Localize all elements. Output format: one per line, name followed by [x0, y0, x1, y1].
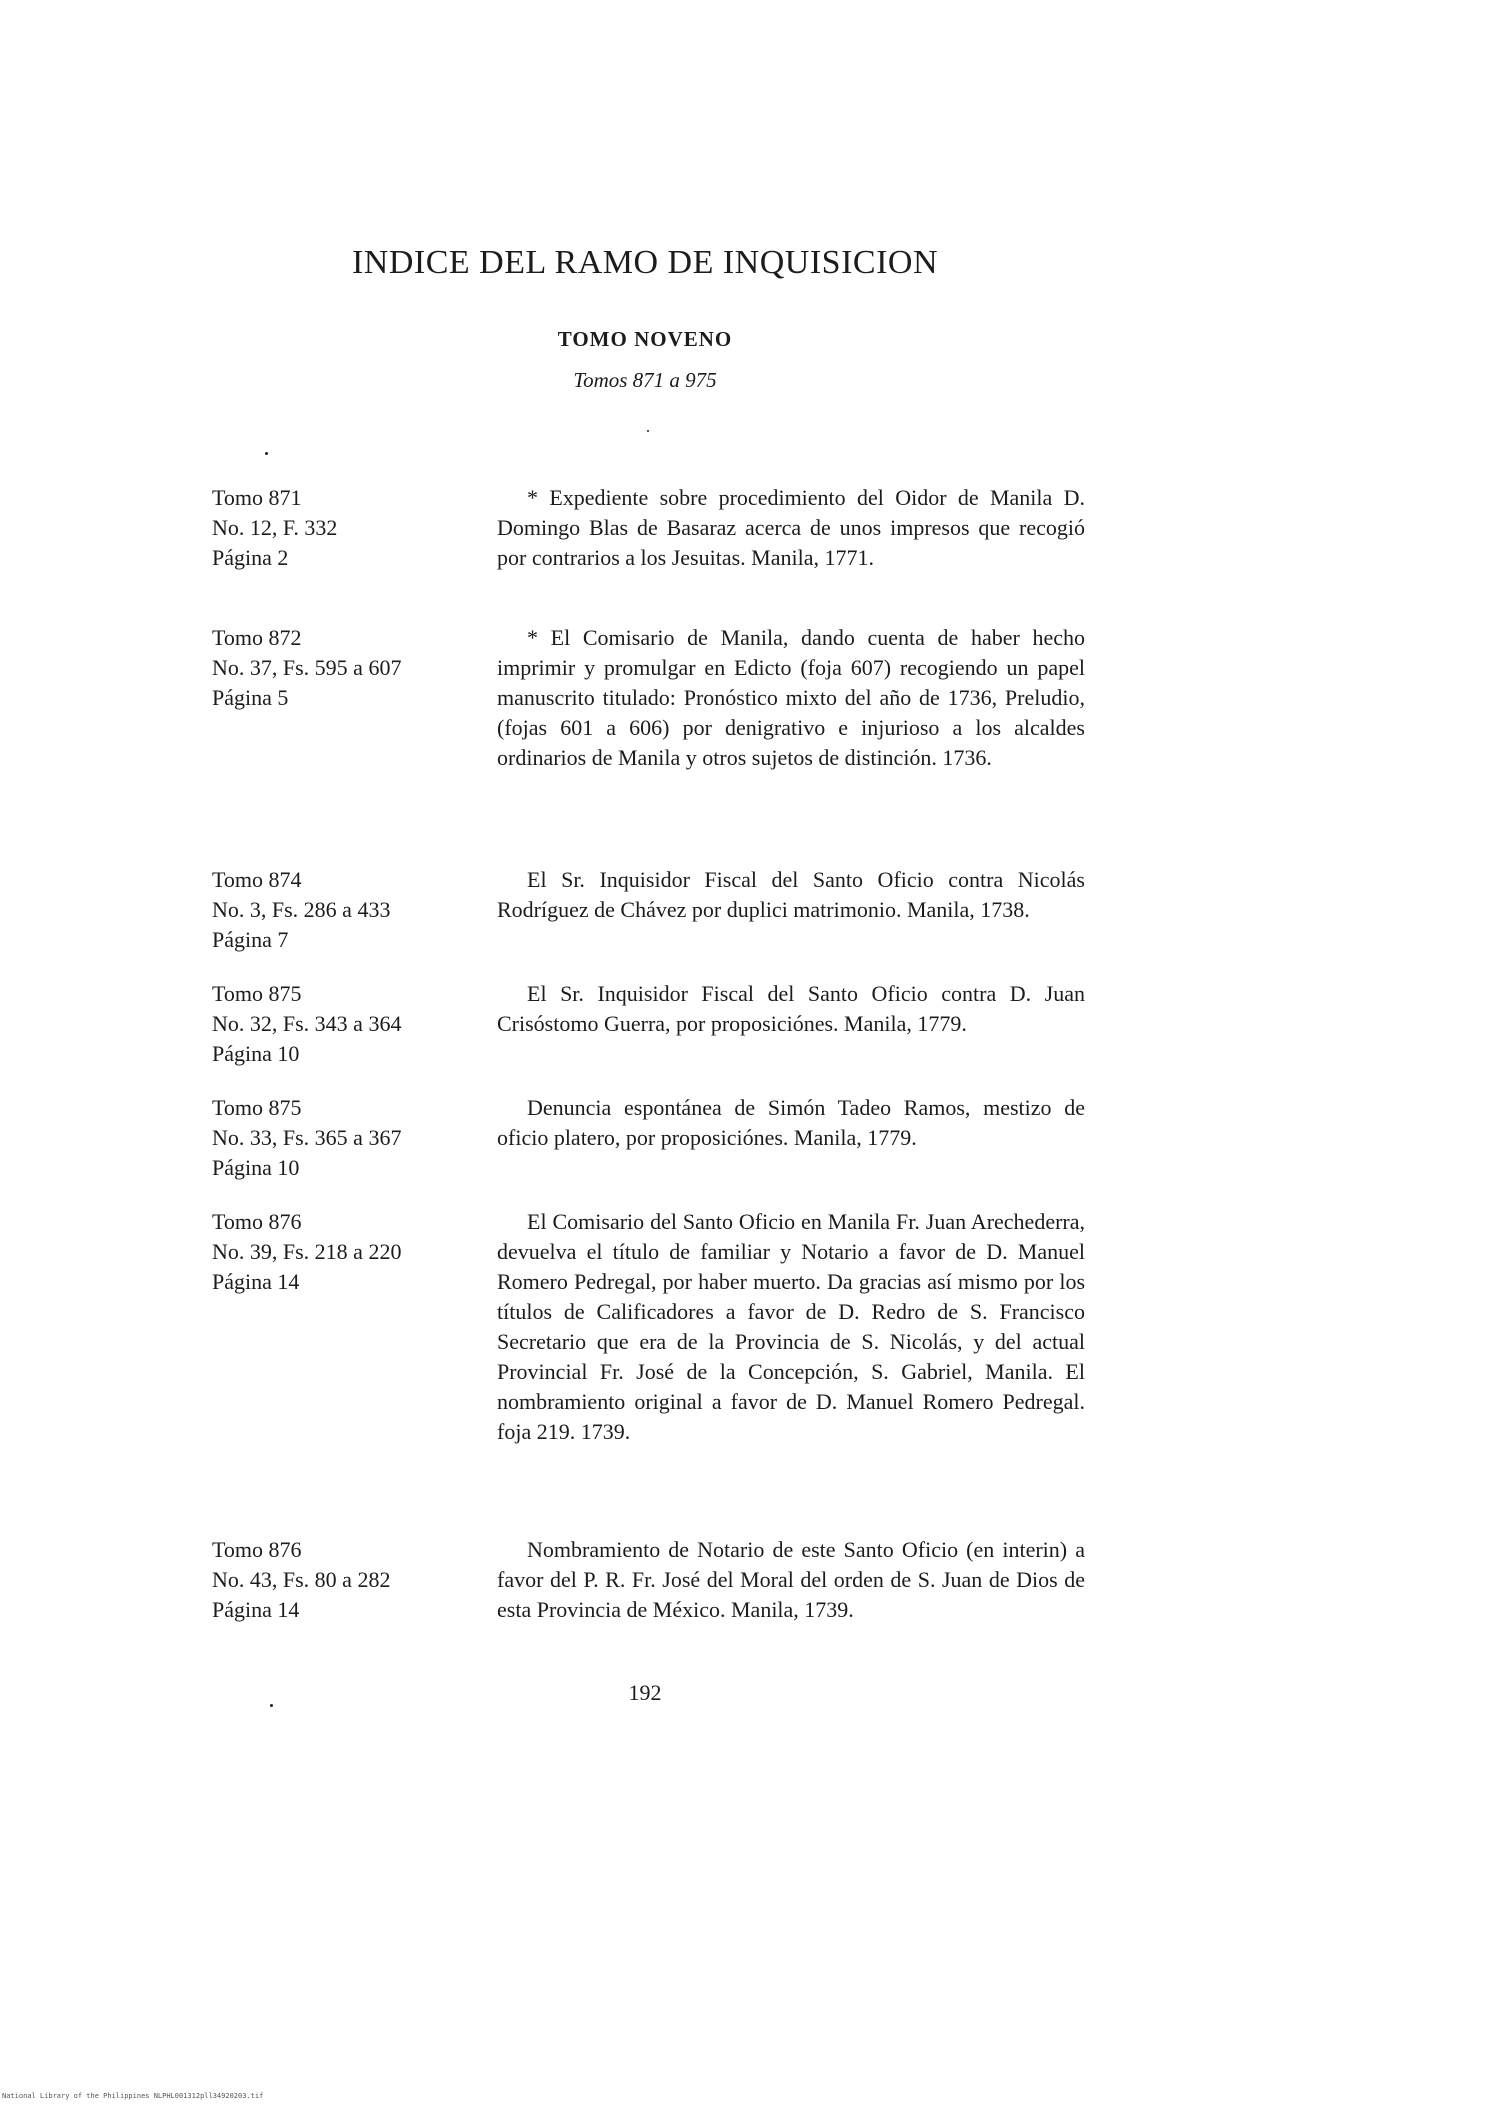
entry-reference — [212, 1207, 472, 1297]
entry-reference — [212, 1535, 472, 1625]
scan-speck — [265, 452, 268, 455]
page-title: INDICE DEL RAMO DE INQUISICION — [351, 244, 938, 281]
entry-description: El Sr. Inquisidor Fiscal del Santo Oficio contra Nicolás Rodríguez de Chávez por duplici matrimonio. Manila, 1738. — [497, 867, 1085, 922]
page-number: 192 — [628, 1680, 662, 1705]
entry-reference — [212, 1093, 472, 1183]
entry-pagina: Página 2 — [212, 545, 289, 570]
entry-description: * El Comisario de Manila, dando cuenta de haber hecho imprimir y promulgar en Edicto (foja 607) recogiendo un papel manuscrito titulado: Pronóstico mixto del año de 1736, Preludio, (fojas 601 a 606) por denigrativo e injurioso a los alcaldes ordinarios de Manila y otros sujetos de distinción. 1736. — [497, 625, 1085, 770]
entry-folio: No. 3, Fs. 286 a 433 — [212, 897, 391, 922]
volume-title: TOMO NOVENO — [557, 327, 733, 351]
scan-speck — [647, 430, 649, 432]
entry-folio: No. 39, Fs. 218 a 220 — [212, 1239, 402, 1264]
entry-tomo: Tomo 872 — [212, 625, 302, 650]
entry-reference — [212, 979, 472, 1069]
entry-description: El Sr. Inquisidor Fiscal del Santo Oficio contra D. Juan Crisóstomo Guerra, por proposiciónes. Manila, 1779. — [497, 981, 1085, 1036]
entry-folio: No. 43, Fs. 80 a 282 — [212, 1567, 391, 1592]
entry-tomo: Tomo 871 — [212, 485, 302, 510]
entry-folio: No. 33, Fs. 365 a 367 — [212, 1125, 402, 1150]
entry-reference — [212, 623, 472, 713]
entry-tomo: Tomo 876 — [212, 1209, 302, 1234]
entry-pagina: Página 5 — [212, 685, 289, 710]
entry-reference — [212, 865, 472, 955]
entry-tomo: Tomo 876 — [212, 1537, 302, 1562]
entry-tomo: Tomo 875 — [212, 981, 302, 1006]
entry-description: Denuncia espontánea de Simón Tadeo Ramos, mestizo de oficio platero, por proposiciónes. Manila, 1779. — [497, 1095, 1085, 1150]
entry-tomo: Tomo 875 — [212, 1095, 302, 1120]
volume-range: Tomos 871 a 975 — [573, 368, 717, 392]
entry-tomo: Tomo 874 — [212, 867, 302, 892]
entry-pagina: Página 7 — [212, 927, 289, 952]
entry-description: Nombramiento de Notario de este Santo Oficio (en interin) a favor del P. R. Fr. José del Moral del orden de S. Juan de Dios de esta Provincia de México. Manila, 1739. — [497, 1537, 1085, 1622]
entry-pagina: Página 14 — [212, 1269, 300, 1294]
entry-description: El Comisario del Santo Oficio en Manila Fr. Juan Arechederra, devuelva el título de familiar y Notario a favor de D. Manuel Romero Pedregal, por haber muerto. Da gracias así mismo por los títulos de Calificadores a favor de D. Redro de S. Francisco Secretario que era de la Provincia de S. Nicolás, y del actual Provincial Fr. José de la Concepción, S. Gabriel, Manila. El nombramiento original a favor de D. Manuel Romero Pedregal. foja 219. 1739. — [497, 1209, 1085, 1444]
entry-pagina: Página 10 — [212, 1155, 300, 1180]
entry-description: * Expediente sobre procedimiento del Oidor de Manila D. Domingo Blas de Basaraz acerca de unos impresos que recogió por contrarios a los Jesuitas. Manila, 1771. — [497, 485, 1085, 570]
scan-footer: National Library of the Philippines NLPHL001312pll34920203.tif — [2, 2092, 264, 2100]
entry-folio: No. 37, Fs. 595 a 607 — [212, 655, 402, 680]
entry-reference — [212, 483, 472, 573]
entry-folio: No. 12, F. 332 — [212, 515, 338, 540]
entry-pagina: Página 14 — [212, 1597, 300, 1622]
entry-pagina: Página 10 — [212, 1041, 300, 1066]
entry-folio: No. 32, Fs. 343 a 364 — [212, 1011, 402, 1036]
